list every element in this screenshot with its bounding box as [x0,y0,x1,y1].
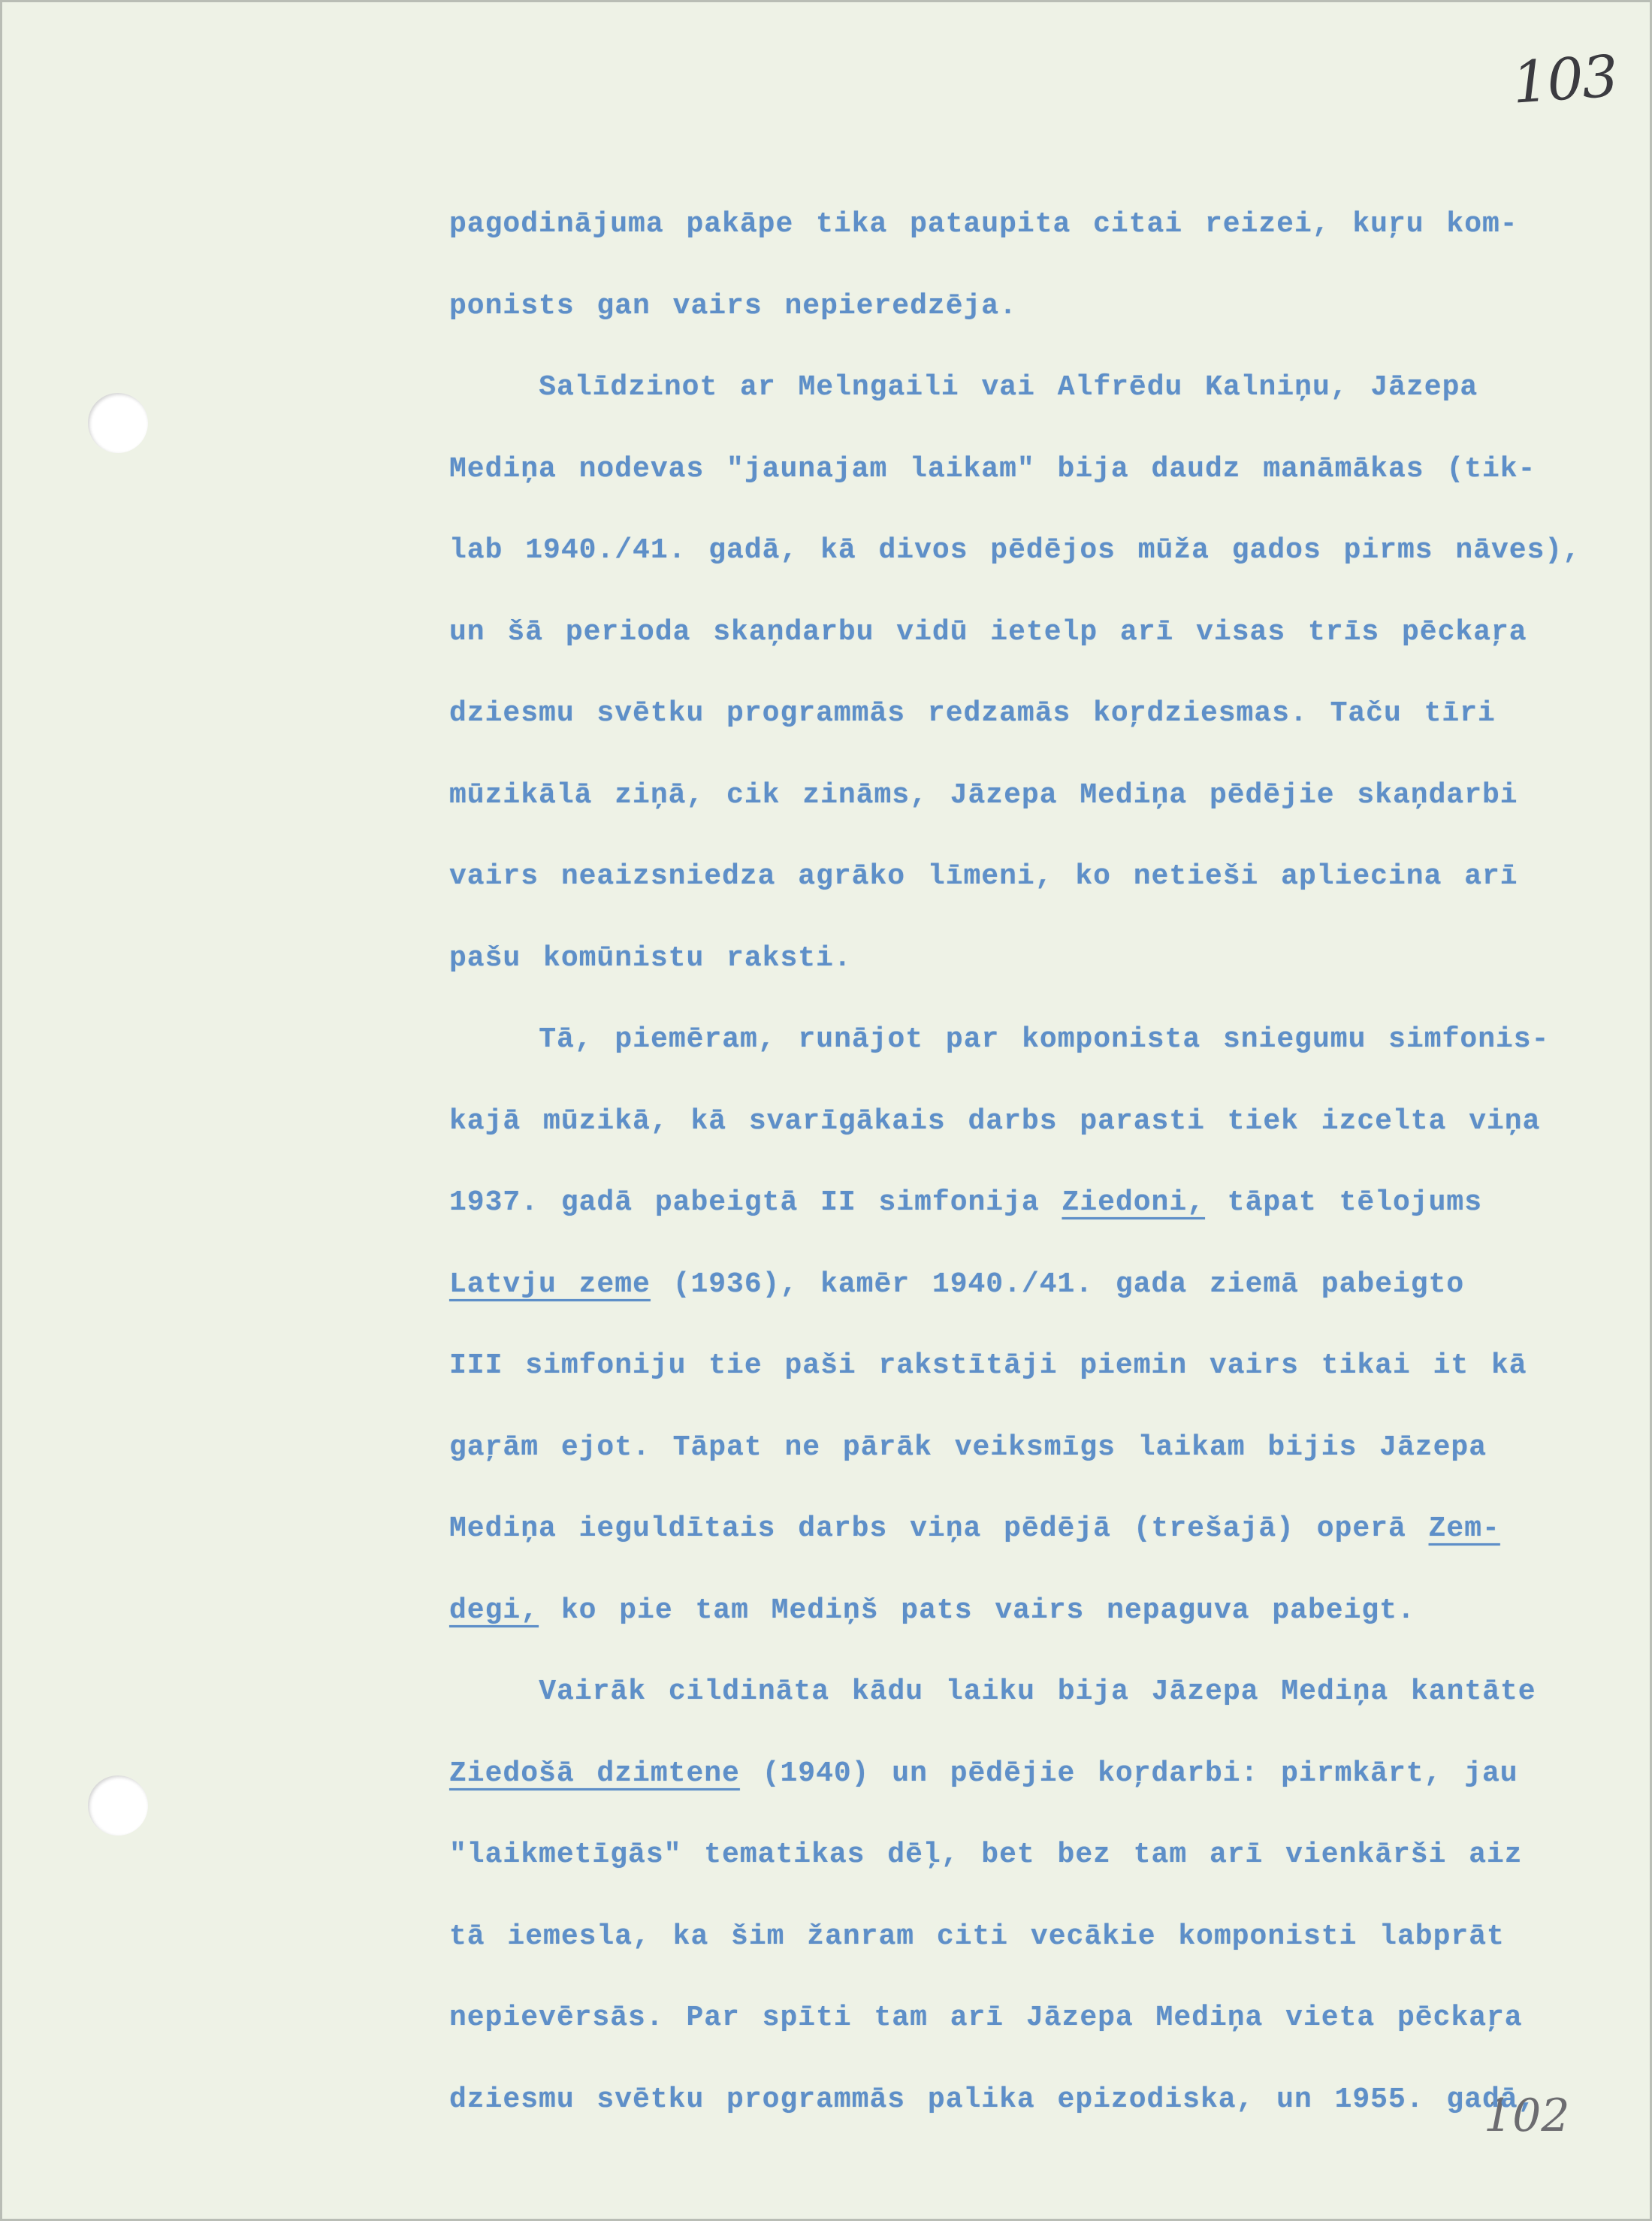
text-line: tā iemesla, ka šim žanram citi vecākie komponisti labprāt [449,1920,1505,1953]
text-line: Ziedošā dzimtene (1940) un pēdējie koŗdarbi: pirmkārt, jau [449,1757,1518,1790]
text-line: 1937. gadā pabeigtā II simfonija Ziedoni, tāpat tēlojums [449,1186,1483,1219]
title-ziedosa-dzimtene: Ziedošā dzimtene [449,1757,740,1790]
handwritten-page-number-bottom: 102 [1484,2090,1570,2142]
text-line: mūzikālā ziņā, cik zināms, Jāzepa Mediņa pēdējie skaņdarbi [449,778,1518,811]
text-line: pagodinājuma pakāpe tika pataupita citai reizei, kuŗu kom- [449,208,1518,240]
text-line: dziesmu svētku programmās redzamās koŗdziesmas. Taču tīri [449,697,1496,730]
title-ziedoni: Ziedoni, [1062,1186,1205,1219]
text-line: nepievērsās. Par spīti tam arī Jāzepa Mediņa vieta pēckaŗa [449,2002,1523,2034]
text-line: ponists gan vairs nepieredzēja. [449,289,1017,322]
text-line: "laikmetīgās" tematikas dēļ, bet bez tam arī vienkārši aiz [449,1839,1523,1871]
title-zemdegi-part1: Zem- [1428,1512,1500,1545]
text-line: un šā perioda skaņdarbu vidū ietelp arī visas trīs pēckaŗa [449,615,1527,648]
text-line: lab 1940./41. gadā, kā divos pēdējos mūža gados pirms nāves), [449,534,1581,567]
text-line: Tā, piemēram, runājot par komponista sniegumu simfonis- [449,1023,1550,1056]
text-line: degi, ko pie tam Mediņš pats vairs nepaguva pabeigt. [449,1594,1415,1627]
title-latvju-zeme: Latvju zeme [449,1268,651,1301]
text-line: Latvju zeme (1936), kamēr 1940./41. gada ziemā pabeigto [449,1268,1465,1301]
text-line: vairs neaizsniedza agrāko līmeni, ko netieši apliecina arī [449,860,1518,893]
text-line: III simfoniju tie paši rakstītāji piemin vairs tikai it kā [449,1349,1527,1382]
text-line: Mediņa ieguldītais darbs viņa pēdējā (trešajā) operā Zem- [449,1512,1500,1545]
text-line: gaŗām ejot. Tāpat ne pārāk veiksmīgs laikam bijis Jāzepa [449,1431,1487,1464]
handwritten-page-number-top: 103 [1510,42,1619,116]
text-line: kajā mūzikā, kā svarīgākais darbs parasti tiek izcelta viņa [449,1104,1541,1138]
title-zemdegi-part2: degi, [449,1594,539,1627]
text-line: Mediņa nodevas "jaunajam laikam" bija daudz manāmākas (tik- [449,452,1536,485]
text-line: Vairāk cildināta kādu laiku bija Jāzepa Mediņa kantāte [449,1676,1536,1708]
text-line: dziesmu svētku programmās palika epizodiska, un 1955. gadā, [449,2083,1536,2116]
punch-hole-top [88,393,148,453]
typewritten-text [449,184,1581,2141]
punch-hole-bottom [88,1775,148,1836]
text-line: pašu komūnistu raksti. [449,941,852,975]
text-line: Salīdzinot ar Melngaili vai Alfrēdu Kalniņu, Jāzepa [449,371,1478,403]
